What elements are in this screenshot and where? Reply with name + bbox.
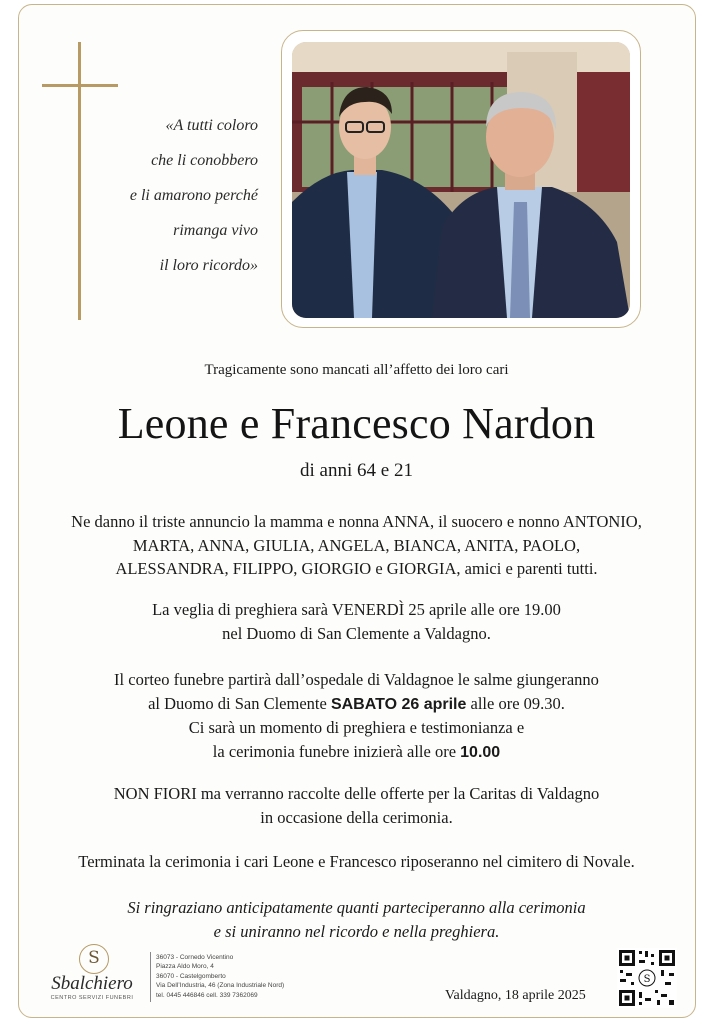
place-date: Valdagno, 18 aprile 2025 bbox=[445, 988, 586, 1003]
flowers-notice bbox=[20, 782, 693, 829]
deceased-ages: di anni 64 e 21 bbox=[300, 460, 413, 481]
qr-code-icon[interactable] bbox=[617, 948, 677, 1008]
quote-line: e li amarono perché bbox=[129, 187, 258, 204]
funeral-home-subtitle: CENTRO SERVIZI FUNEBRI bbox=[50, 995, 134, 1001]
address-line: 36070 - Castelgomberto bbox=[156, 972, 226, 980]
funeral-home-name: Sbalchiero bbox=[51, 973, 133, 994]
memorial-quote bbox=[100, 108, 258, 283]
family-announcement bbox=[20, 510, 693, 581]
family-line: Ne danno il triste annuncio la mamma e nonna ANNA, il suocero e nonno ANTONIO, bbox=[71, 512, 642, 531]
thanks-text bbox=[20, 896, 693, 943]
vigil-line: nel Duomo di San Clemente a Valdagno. bbox=[222, 623, 491, 643]
funeral-home-address bbox=[156, 953, 284, 1000]
funeral-line: al Duomo di San Clemente SABATO 26 aprile alle ore 09.30. bbox=[148, 693, 565, 713]
divider bbox=[150, 952, 151, 1002]
address-line: tel. 0445 446846 cell. 339 7362069 bbox=[156, 991, 258, 999]
vigil-line: La veglia di preghiera sarà VENERDÌ 25 aprile alle ore 19.00 bbox=[152, 600, 561, 619]
address-line: Via Dell’Industria, 46 (Zona Industriale Nord) bbox=[156, 982, 285, 990]
quote-line: il loro ricordo» bbox=[159, 257, 258, 274]
funeral-time: 10.00 bbox=[460, 743, 501, 761]
svg-text:S: S bbox=[643, 974, 651, 985]
deceased-names: Leone e Francesco Nardon bbox=[117, 399, 596, 448]
funeral-line: Ci sarà un momento di preghiera e testimonianza e bbox=[188, 718, 525, 737]
portrait-photo bbox=[292, 42, 630, 318]
family-line: ALESSANDRA, FILIPPO, GIORGIO e GIORGIA, amici e parenti tutti. bbox=[115, 559, 598, 578]
funeral-info bbox=[20, 668, 693, 764]
intro-text: Tragicamente sono mancati all’affetto dei loro cari bbox=[204, 362, 509, 378]
quote-line: «A tutti coloro bbox=[165, 117, 258, 134]
funeral-line: Il corteo funebre partirà dall’ospedale di Valdagnoe le salme giungeranno bbox=[114, 670, 599, 689]
thanks-line: Si ringraziano anticipatamente quanti parteciperanno alla cerimonia bbox=[127, 898, 586, 917]
thanks-line: e si uniranno nel ricordo e nella preghiera. bbox=[213, 921, 500, 941]
address-line: 36073 - Cornedo Vicentino bbox=[156, 954, 234, 961]
flowers-line: NON FIORI ma verranno raccolte delle offerte per la Caritas di Valdagno bbox=[113, 784, 600, 803]
quote-line: che li conobbero bbox=[151, 152, 258, 169]
burial-info: Terminata la cerimonia i cari Leone e Francesco riposeranno nel cimitero di Novale. bbox=[78, 852, 635, 871]
quote-line: rimanga vivo bbox=[173, 222, 258, 239]
address-line: Piazza Aldo Moro, 4 bbox=[156, 963, 214, 971]
flowers-line: in occasione della cerimonia. bbox=[260, 807, 453, 827]
funeral-date: SABATO 26 aprile bbox=[330, 695, 467, 713]
funeral-line: la cerimonia funebre inizierà alle ore 10.00 bbox=[212, 741, 501, 761]
vigil-info bbox=[20, 598, 693, 645]
family-line: MARTA, ANNA, GIULIA, ANGELA, BIANCA, ANITA, PAOLO, bbox=[132, 535, 581, 555]
cross-icon-bar bbox=[42, 84, 118, 87]
funeral-home-logo-icon: S bbox=[79, 944, 109, 974]
